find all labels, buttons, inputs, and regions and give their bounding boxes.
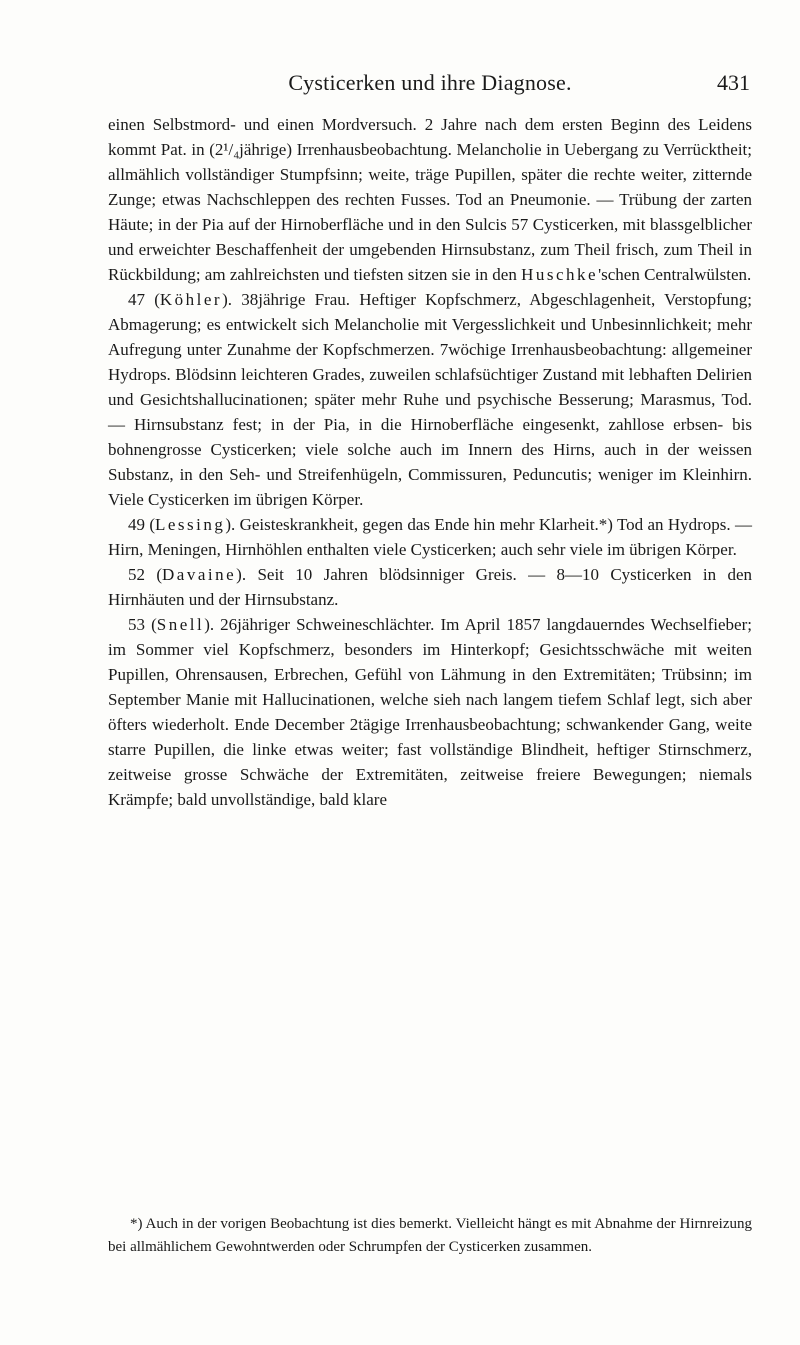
paragraph-continuation bbox=[108, 112, 752, 287]
paragraph-case-49 bbox=[108, 512, 752, 562]
text-run: ). 38jährige Frau. Heftiger Kopfschmerz, Abgeschlagenheit, Verstopfung; Abmagerung; es entwickelt sich Melancholie mit Vergesslichkeit und Unbesinnlichkeit; mehr Aufregung unter Zunahme der Kopfschmerzen. 7wöchige Irrenhausbeobachtung: allgemeiner Hydrops. Blödsinn leichteren Grades, zuweilen schlafsüchtiger Zustand mit lebhaften Delirien und Gesichtshallucinationen; später mehr Ruhe und psychische Besserung; Marasmus, Tod. — Hirnsubstanz fest; in der Pia, in die Hirnoberfläche eingesenkt, zahllose erbsen- bis bohnengrosse Cysticerken; viele solche auch im Innern des Hirns, auch in der weissen Substanz, in den Seh- und Streifenhügeln, Commissuren, Peduncutis; weniger im Kleinhirn. Viele Cysticerken im übrigen Körper. bbox=[108, 290, 752, 509]
paragraph-case-53 bbox=[108, 612, 752, 812]
case-number: 49 ( bbox=[128, 515, 155, 534]
page-number: 431 bbox=[717, 70, 750, 95]
text-run: ). 26jähriger Schweineschlächter. Im April 1857 langdauerndes Wechselfieber; im Sommer viel Kopfschmerz, besonders im Hinterkopf; Gesichtsschwäche mit weiten Pupillen, Ohrensausen, Erbrechen, Gefühl von Lähmung in den Extremitäten; Trübsinn; im September Manie mit Hallucinationen, welche sieh nach langem tiefem Schlaf legt, sich aber öfters wiederholt. Ende December 2tägige Irrenhausbeobachtung; schwankender Gang, weite starre Pupillen, die linke etwas weiter; fast vollständige Blindheit, heftiger Stirnschmerz, zeitweise grosse Schwäche der Extremitäten, zeitweise freiere Bewegungen; niemals Krämpfe; bald unvollständige, bald klare bbox=[108, 615, 752, 809]
case-number: 53 ( bbox=[128, 615, 157, 634]
paragraph-case-47 bbox=[108, 287, 752, 512]
author-name: Davaine bbox=[162, 565, 237, 584]
author-name: Snell bbox=[156, 615, 205, 634]
footnote: *) Auch in der vorigen Beobachtung ist dies bemerkt. Vielleicht hängt es mit Abnahme der Hirnreizung bei allmählichem Gewohntwerden oder Schrumpfen der Cysticerken zusammen. bbox=[108, 1216, 752, 1255]
paragraph-case-52 bbox=[108, 562, 752, 612]
text-run: 'schen Centralwülsten. bbox=[598, 265, 752, 284]
author-name: Köhler bbox=[159, 290, 223, 309]
author-name: Huschke bbox=[521, 265, 599, 284]
running-title: Cysticerken und ihre Diagnose. bbox=[288, 70, 572, 95]
case-number: 52 ( bbox=[128, 565, 163, 584]
text-run: ). Geisteskrankheit, gegen das Ende hin mehr Klarheit.*) Tod an Hydrops. — Hirn, Meningen, Hirnhöhlen enthalten viele Cysticerken; auch sehr viele im übrigen Körper. bbox=[108, 515, 752, 559]
text-run: ). Seit 10 Jahren blödsinniger Greis. — 8—10 Cysticerken in den Hirnhäuten und der Hirnsubstanz. bbox=[108, 565, 752, 609]
author-name: Lessing bbox=[154, 515, 226, 534]
case-number: 47 ( bbox=[128, 290, 160, 309]
text-run: einen Selbstmord- und einen Mordversuch. 2 Jahre nach dem ersten Beginn des Leidens kommt Pat. in (2¹/₄jährige) Irrenhausbeobachtung. Melancholie in Uebergang zu Verrücktheit; allmählich vollständiger Stumpfsinn; weite, träge Pupillen, später die rechte weiter, zitternde Zunge; etwas Nachschleppen des rechten Fusses. Tod an Pneumonie. — Trübung der zarten Häute; in der Pia auf der Hirnoberfläche und in den Sulcis 57 Cysticerken, mit blassgelblicher und erweichter Beschaffenheit der umgebenden Hirnsubstanz, zum Theil frisch, zum Theil in Rückbildung; am zahlreichsten und tiefsten sitzen sie in den bbox=[108, 115, 752, 284]
running-head bbox=[110, 70, 750, 104]
body-text bbox=[108, 112, 752, 812]
